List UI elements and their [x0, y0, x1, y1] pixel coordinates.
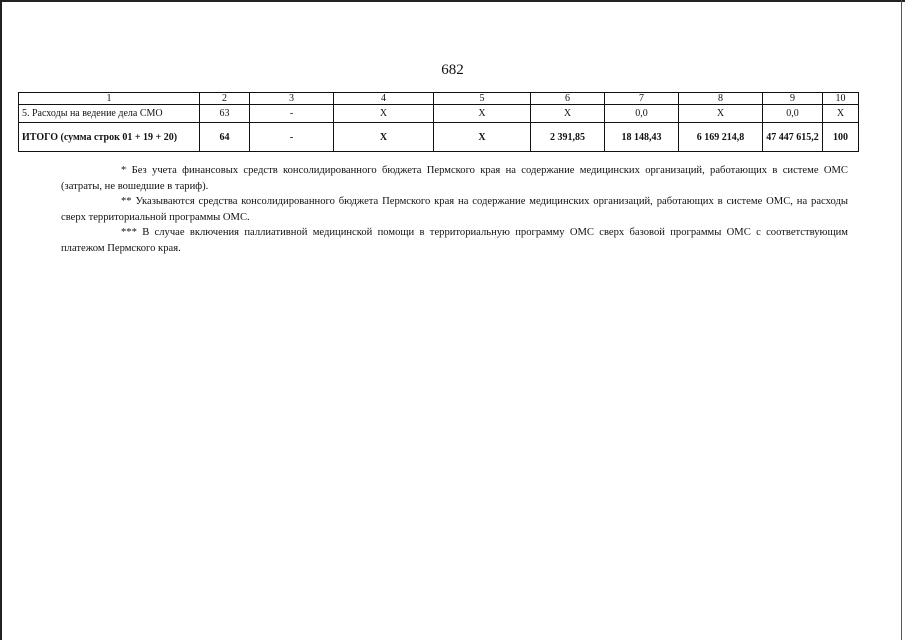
- table-cell: 2 391,85: [531, 123, 605, 152]
- table-cell: X: [679, 105, 763, 123]
- data-table: [18, 92, 859, 152]
- table-cell: X: [531, 105, 605, 123]
- header-cell: 4: [334, 93, 434, 105]
- header-cell: 3: [250, 93, 334, 105]
- header-cell: 10: [823, 93, 859, 105]
- table-cell: X: [434, 105, 531, 123]
- table-row-smo-expenses: [19, 105, 859, 123]
- scan-border-right: [901, 0, 902, 640]
- table-cell: X: [434, 123, 531, 152]
- scan-border-left: [0, 0, 2, 640]
- table-row-total: [19, 123, 859, 152]
- table-cell: 63: [200, 105, 250, 123]
- header-cell: 7: [605, 93, 679, 105]
- header-cell: 8: [679, 93, 763, 105]
- row-name-cell: 5. Расходы на ведение дела СМО: [19, 105, 200, 123]
- footnotes: [61, 163, 848, 256]
- row-name-cell: ИТОГО (сумма строк 01 + 19 + 20): [19, 123, 200, 152]
- table-cell: -: [250, 105, 334, 123]
- header-cell: 9: [763, 93, 823, 105]
- header-cell: 6: [531, 93, 605, 105]
- page-number: 682: [441, 62, 464, 78]
- scan-border-top: [0, 0, 905, 2]
- table-cell: 6 169 214,8: [679, 123, 763, 152]
- table-cell: -: [250, 123, 334, 152]
- footnote-2: ** Указываются средства консолидированного бюджета Пермского края на содержание медицинских организаций, работающих в системе ОМС, на расходы сверх территориальной программы ОМС.: [61, 196, 848, 223]
- table-cell: 0,0: [605, 105, 679, 123]
- table-cell: 47 447 615,2: [763, 123, 823, 152]
- header-cell: 2: [200, 93, 250, 105]
- header-cell: 1: [19, 93, 200, 105]
- table-cell: X: [823, 105, 859, 123]
- table-cell: 18 148,43: [605, 123, 679, 152]
- table-cell: X: [334, 123, 434, 152]
- table-header-row: [19, 93, 859, 105]
- table-cell: 100: [823, 123, 859, 152]
- table-cell: 0,0: [763, 105, 823, 123]
- footnote-1: * Без учета финансовых средств консолидированного бюджета Пермского края на содержание медицинских организаций, работающих в системе ОМС (затраты, не вошедшие в тариф).: [61, 165, 848, 192]
- header-cell: 5: [434, 93, 531, 105]
- footnote-3: *** В случае включения паллиативной медицинской помощи в территориальную программу ОМС сверх базовой программы ОМС с соответствующим платежом Пермского края.: [61, 227, 848, 254]
- table-cell: 64: [200, 123, 250, 152]
- table-cell: X: [334, 105, 434, 123]
